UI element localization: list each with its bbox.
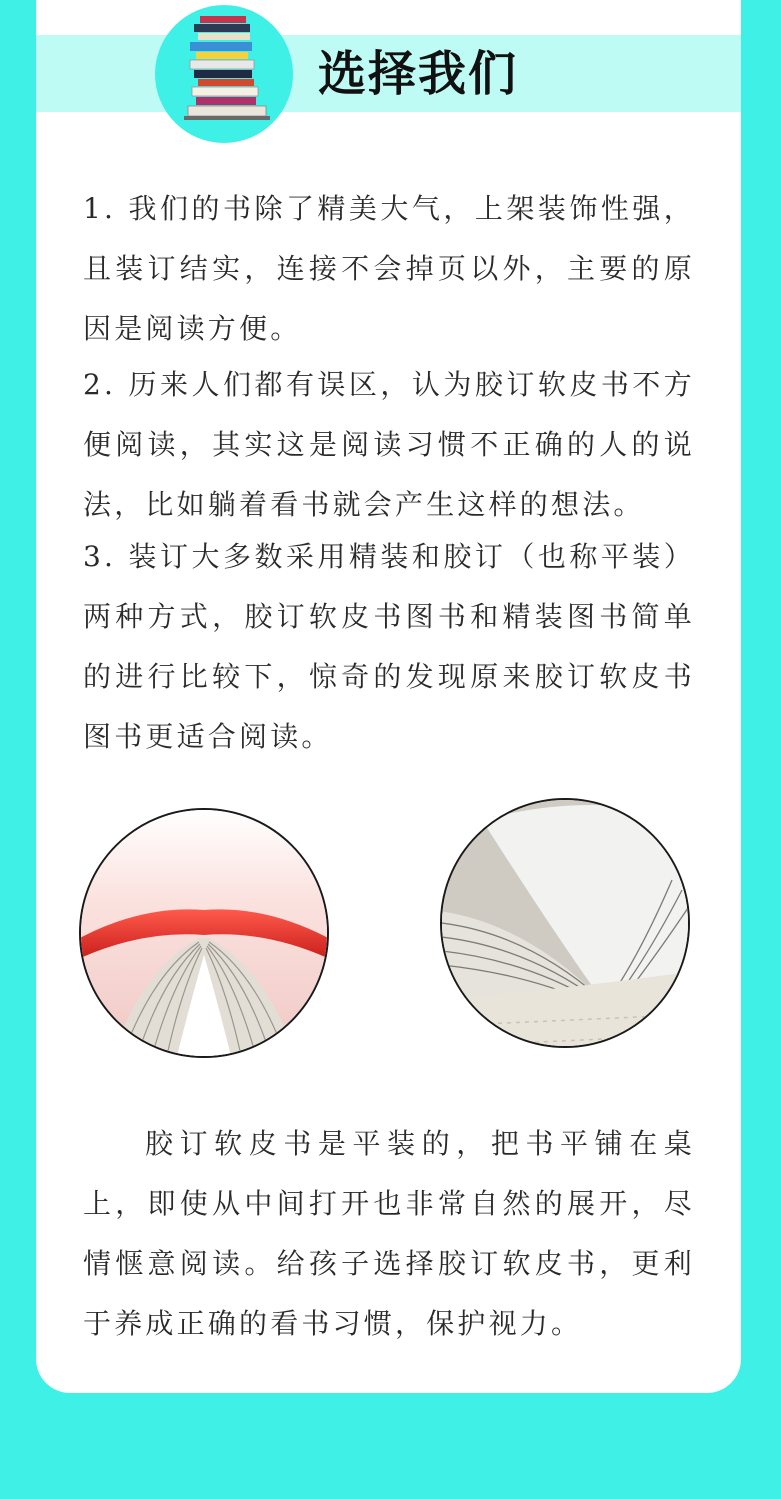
paragraph-3: 3. 装订大多数采用精装和胶订（也称平装）两种方式，胶订软皮书图书和精装图书简单的进行比较下，惊奇的发现原来胶订软皮书图书更适合阅读。 [83, 540, 695, 753]
book-stack-icon [180, 12, 275, 124]
paragraph-1: 1. 我们的书除了精美大气，上架装饰性强，且装订结实，连接不会掉页以外，主要的原因是阅读方便。 [83, 192, 695, 345]
paragraph-2: 2. 历来人们都有误区，认为胶订软皮书不方便阅读，其实这是阅读习惯不正确的人的说法，比如躺着看书就会产生这样的想法。 [83, 368, 695, 521]
paperback-binding-photo [440, 798, 690, 1048]
summary-paragraph: 胶订软皮书是平装的，把书平铺在桌上，即使从中间打开也非常自然的展开，尽情惬意阅读。给孩子选择胶订软皮书，更利于养成正确的看书习惯，保护视力。 [83, 1127, 695, 1340]
section-title: 选择我们 [318, 46, 519, 102]
hardcover-binding-photo [79, 808, 329, 1058]
